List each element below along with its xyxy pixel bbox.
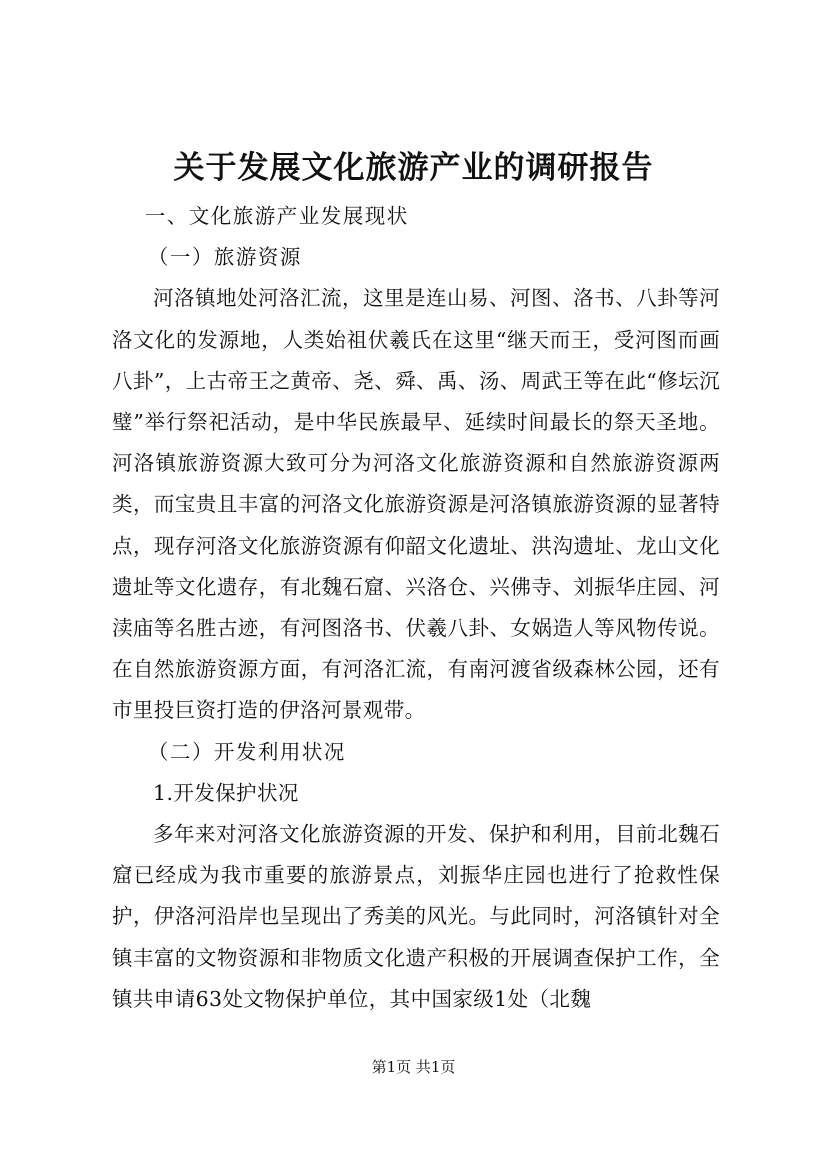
document-title: 关于发展文化旅游产业的调研报告 xyxy=(173,150,654,186)
document-body xyxy=(112,196,720,1020)
page-number-footer: 第1页 共1页 xyxy=(371,1058,456,1076)
paragraph-protection-status: 多年来对河洛文化旅游资源的开发、保护和利用，目前北魏石窟已经成为我市重要的旅游景点，刘振华庄园也进行了抢救性保护，伊洛河沿岸也呈现出了秀美的风光。与此同时，河洛镇针对全镇丰富的文物资源和非物质文化遗产积极的开展调查保护工作，全镇共申请63处文物保护单位，其中国家级1处（北魏 xyxy=(112,822,720,1011)
section-heading-current-status: 一、文化旅游产业发展现状 xyxy=(144,204,409,228)
subsection-heading-tourism-resources: （一）旅游资源 xyxy=(147,245,302,270)
item-heading-protection-status: 1.开发保护状况 xyxy=(153,780,299,805)
paragraph-tourism-resources: 河洛镇地处河洛汇流，这里是连山易、河图、洛书、八卦等河洛文化的发源地，人类始祖伏羲氏在这里“继天而王，受河图而画八卦”，上古帝王之黄帝、尧、舜、禹、汤、周武王等在此“修坛沉璧”举行祭祀活动，是中华民族最早、延续时间最长的祭天圣地。河洛镇旅游资源大致可分为河洛文化旅游资源和自然旅游资源两类，而宝贵且丰富的河洛文化旅游资源是河洛镇旅游资源的显著特点，现存河洛文化旅游资源有仰韶文化遗址、洪沟遗址、龙山文化遗址等文化遗存，有北魏石窟、兴洛仓、兴佛寺、刘振华庄园、河渎庙等名胜古迹，有河图洛书、伏羲八卦、女娲造人等风物传说。在自然旅游资源方面，有河洛汇流，有南河渡省级森林公园，还有市里投巨资打造的伊洛河景观带。 xyxy=(112,286,720,723)
subsection-heading-development-status: （二）开发利用状况 xyxy=(147,739,346,764)
